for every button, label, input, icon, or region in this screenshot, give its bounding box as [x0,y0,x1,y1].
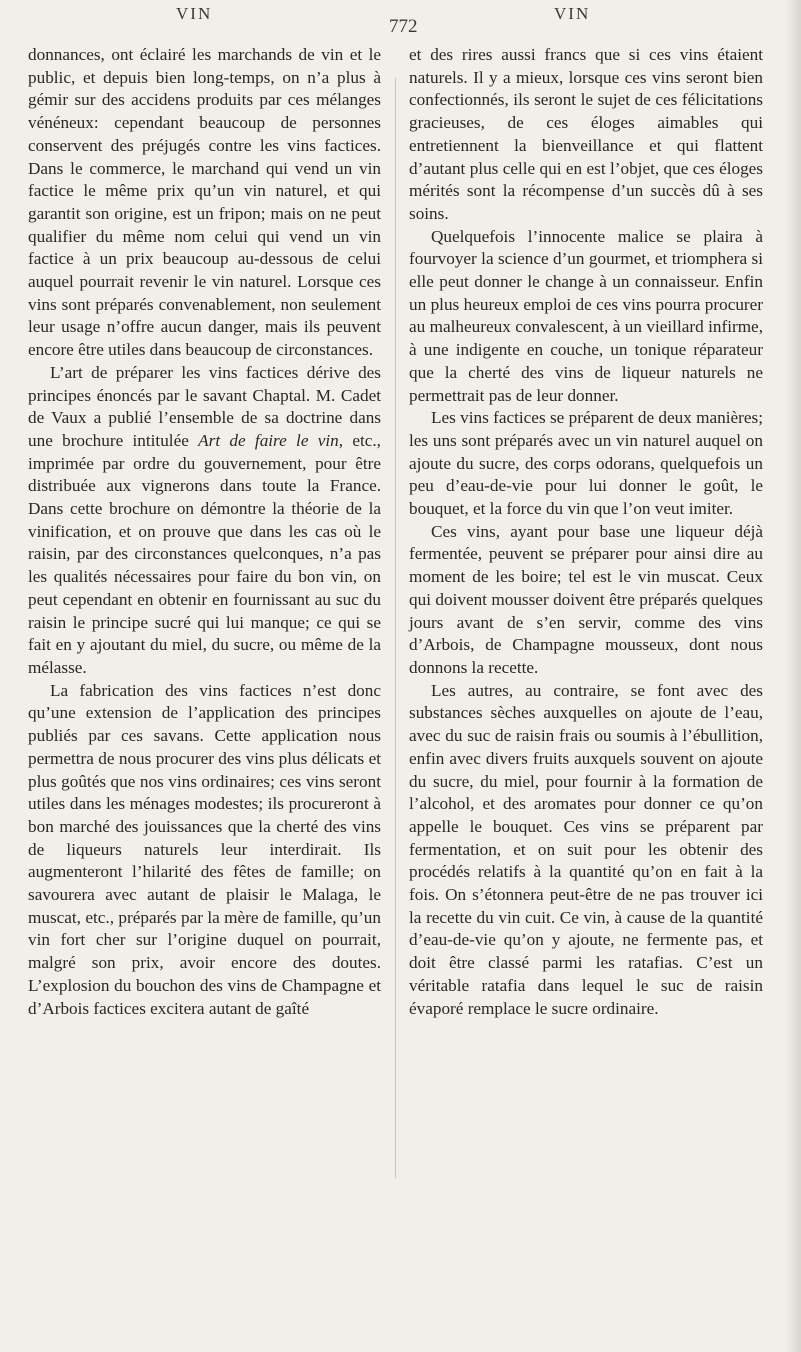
brochure-title: Art de faire le vin [198,430,339,450]
page-edge-shadow [785,0,801,1352]
left-paragraph-2-text-b: , etc., imprimée par ordre du gouvernement, pour être distribuée aux vignerons dans toute la France. Dans cette brochure on démontre la théorie de la vinification, et on prouve que dans les cas où le raisin, par des circonstances quelconques, n’a pas les qualités nécessaires pour faire du bon vin, on peut cependant en obtenir en fournissant au suc du raisin le principe sucré qui lui manque; ce qui se fait en y ajoutant du miel, du sucre, ou même de la mélasse. [28,430,381,677]
right-paragraph-4: Ces vins, ayant pour base une liqueur déjà fermentée, peuvent se préparer pour ainsi dire au moment de les boire; tel est le vin muscat. Ceux qui doivent mousser doivent être préparés quelques jours avant de s’en servir, comme des vins d’Arbois, de Champagne mousseux, dont nous donnons la recette. [409,521,763,677]
column-divider [395,78,396,1178]
right-column [409,44,763,1020]
left-paragraph-1: donnances, ont éclairé les marchands de vin et le public, et depuis bien long-temps, on n’a plus à gémir sur des accidens produits par ces mélanges vénéneux: cependant beaucoup de personnes conservent des préjugés contre les vins factices. Dans le commerce, le marchand qui vend un vin factice le même prix qu’un vin naturel, et qui garantit son origine, est un fripon; mais on ne peut qualifier du même nom celui qui vend un vin factice à un prix beaucoup au-dessous de celui auquel pourrait revenir le vin naturel. Lorsque ces vins sont préparés convenablement, non seulement leur usage n’offre aucun danger, mais ils peuvent encore être utiles dans beaucoup de circonstances. [28,45,381,360]
left-paragraph-2-text-a: L’art de préparer les vins factices dérive des principes énoncés par le savant Chaptal. M. Cadet de Vaux a publié l’ensemble de sa doctrine dans une brochure intitulée [28,362,381,450]
right-paragraph-2: Quelquefois l’innocente malice se plaira à fourvoyer la science d’un gourmet, et triomphera si elle peut donner le change à un connaisseur. Enfin un plus heureux emploi de ces vins pourra procurer au malheureux convalescent, à un vieillard infirme, à une indigente en couche, un tonique réparateur que la cherté des vins de liqueur naturels ne permettrait pas de leur donner. [409,226,763,405]
running-head-left: VIN [176,4,213,23]
left-paragraph-2 [28,362,381,680]
running-head-right: VIN [554,4,591,23]
right-paragraph-5: Les autres, au contraire, se font avec des substances sèches auxquelles on ajoute de l’eau, avec du suc de raisin frais ou soumis à l’ébullition, enfin avec divers fruits auxquels souvent on ajoute du sucre, du miel, pour fournir à la formation de l’alcohol, et des aromates pour donner ce qu’on appelle le bouquet. Ces vins se préparent par fermentation, et on suit pour les obtenir des procédés relatifs à la quantité qu’on en fait à la fois. On s’étonnera peut-être de ne pas trouver ici la recette du vin cuit. Ce vin, à cause de la quantité d’eau-de-vie qu’on y ajoute, ne fermente pas, et doit être classé parmi les ratafias. C’est un véritable ratafia dans lequel le suc de raisin évaporé remplace le sucre ordinaire. [409,680,763,1018]
left-column [28,44,381,1020]
right-paragraph-1: et des rires aussi francs que si ces vins étaient naturels. Il y a mieux, lorsque ces vins seront bien confectionnés, ils seront le sujet de ces félicitations gracieuses, de ces éloges aimables qui entretiennent la bienveillance et qui flattent d’autant plus celle qui en est l’objet, que ces éloges mérités sont la récompense d’un succès dû à ses soins. [409,45,763,223]
page-number: 772 [389,16,418,37]
right-paragraph-3: Les vins factices se préparent de deux manières; les uns sont préparés avec un vin naturel auquel on ajoute du sucre, des corps odorans, quelquefois un peu d’eau-de-vie pour lui donner le goût, le bouquet, et la force du vin que l’on veut imiter. [409,408,763,519]
left-paragraph-3: La fabrication des vins factices n’est donc qu’une extension de l’application des principes publiés par ces savans. Cette application nous permettra de nous procurer des vins plus délicats et plus goûtés que nos vins ordinaires; ces vins seront utiles dans les ménages modestes; ils procureront à bon marché des jouissances que la cherté des vins de liqueurs naturels leur interdirait. Ils augmenteront l’hilarité des fêtes de famille; on savourera avec autant de plaisir le Malaga, le muscat, etc., préparés par la mère de famille, qu’un vin fort cher sur l’origine duquel on pourrait, malgré son prix, avoir encore des doutes. L’explosion du bouchon des vins de Champagne et d’Arbois factices excitera autant de gaîté [28,680,381,1018]
